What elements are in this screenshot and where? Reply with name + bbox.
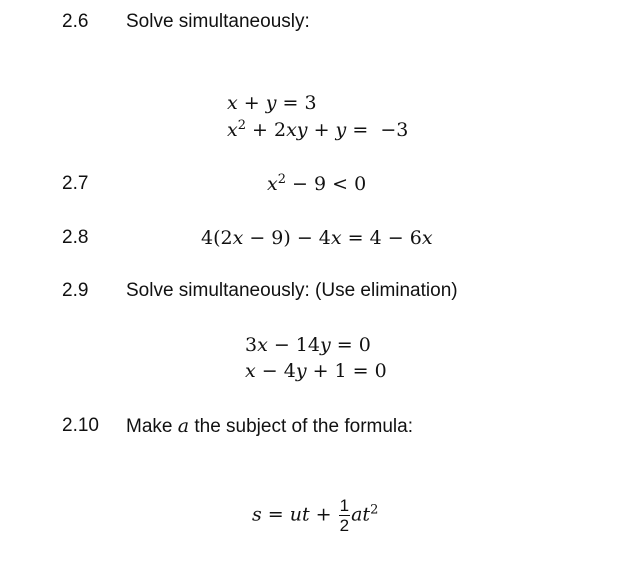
question-instruction-2-6: Solve simultaneously: (126, 11, 310, 32)
equation-2-10-1: s = ut + $\frac{1}{2}$ $at^2$ (252, 496, 379, 535)
question-number-2-8: 2.8 (62, 227, 89, 248)
fraction-one-half: $\frac{1}{2}$ (339, 496, 350, 535)
equation-2-6-2: $x^2 + 2xy + y = -3$ (227, 118, 409, 141)
question-number-2-6: 2.6 (62, 11, 89, 32)
equation-2-9-1: 3x − 14y = 0 (245, 334, 371, 356)
equation-2-9-2: x − 4y + 1 = 0 (245, 360, 387, 382)
equation-2-7-1: $x^2 - 9 < 0$ (267, 172, 367, 195)
equation-2-8-1: 4(2x − 9) − 4x = 4 − 6x (201, 227, 433, 249)
question-number-2-10: 2.10 (62, 415, 99, 436)
question-instruction-2-10: Make a the subject of the formula: (126, 415, 413, 437)
question-number-2-7: 2.7 (62, 173, 89, 194)
question-instruction-2-9: Solve simultaneously: (Use elimination) (126, 280, 458, 301)
equation-2-6-1: x + y = 3 (227, 92, 317, 114)
question-number-2-9: 2.9 (62, 280, 89, 301)
